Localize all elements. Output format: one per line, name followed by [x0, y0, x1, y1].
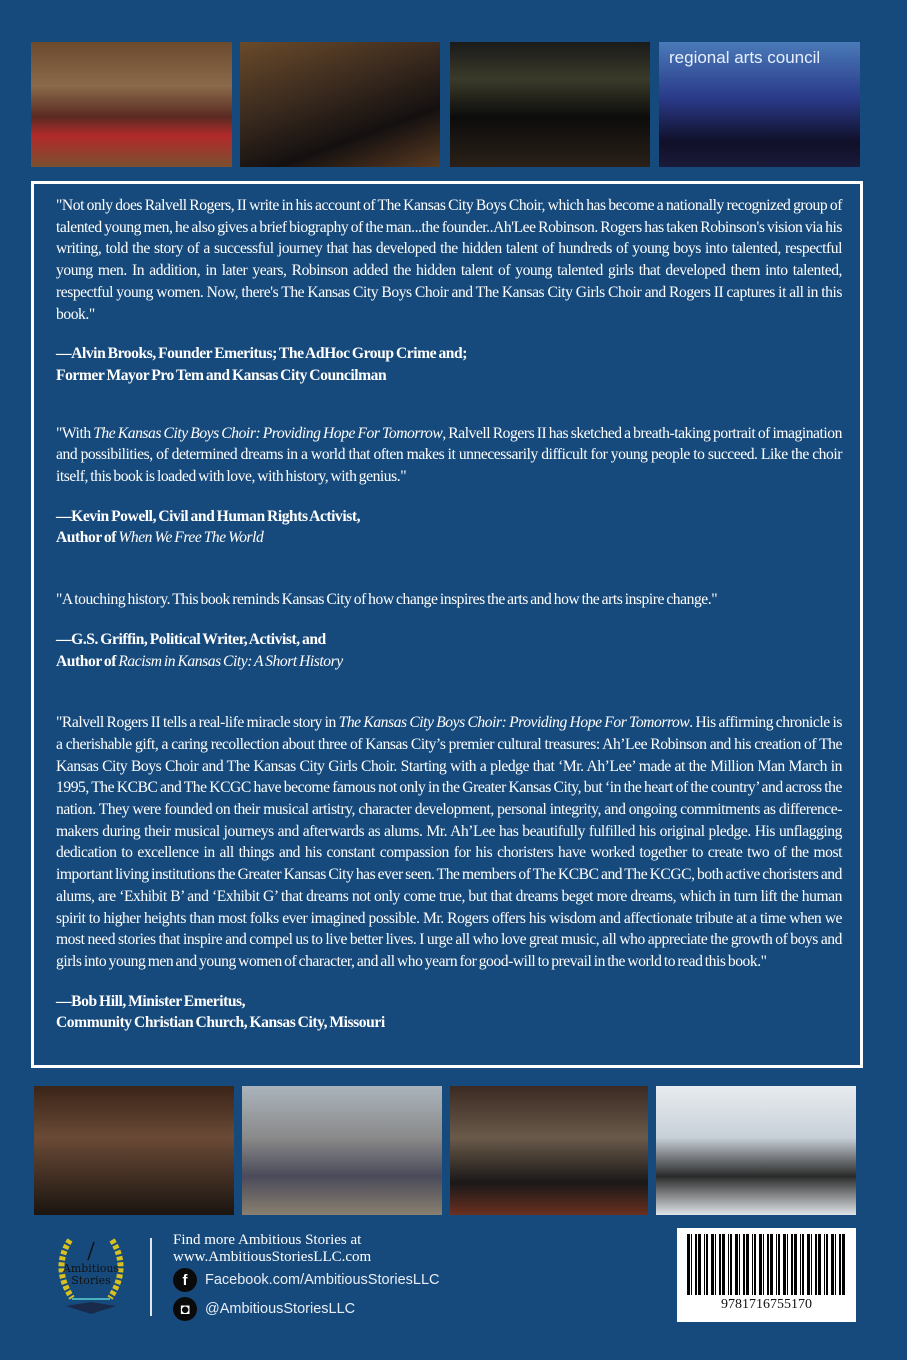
- attribution-segment: Community Christian Church, Kansas City, Missouri: [56, 1014, 385, 1032]
- barcode-bar: [802, 1234, 804, 1295]
- barcode-bar: [770, 1234, 773, 1295]
- boys-choir-stage-photo: [450, 42, 650, 167]
- barcode-bar: [794, 1234, 797, 1295]
- barcode-bar: [783, 1234, 786, 1295]
- barcode-bar: [711, 1234, 714, 1295]
- quote-segment: "Not only does Ralvell Rogers, II write in his account of The Kansas City Boys Choir, which has become a nationally recognized group of talented young men, he also gives a brief biography of the man...the founder..Ah'Lee Robinson. Rogers has taken Robinson's vision via his writing, told the story of a successful journey that has developed the hidden talent of hundreds of young boys into talented, respectful young men. In addition, in later years, Robinson added the hidden talent of young talented girls that developed them into talented, respectful young women. Now, there's The Kansas City Boys Choir and The Kansas City Girls Choir and Rogers II captures it all in this book.": [56, 197, 842, 323]
- quote-attribution: [56, 527, 842, 549]
- barcode-bar: [831, 1234, 834, 1295]
- quote-attribution: [56, 365, 842, 387]
- quotes-panel: [31, 181, 863, 1068]
- book-title: The Kansas City Boys Choir: Providing Hope For Tomorrow: [338, 714, 690, 732]
- barcode-bar: [719, 1234, 721, 1295]
- barcode-bar: [739, 1234, 740, 1295]
- barcode-bar: [835, 1234, 836, 1295]
- svg-text:Stories: Stories: [71, 1274, 111, 1287]
- attribution-segment: Author of: [56, 529, 119, 547]
- quote-attribution: [56, 629, 842, 651]
- barcode-bar: [735, 1234, 738, 1295]
- attribution-segment: —Bob Hill, Minister Emeritus,: [56, 992, 246, 1010]
- barcode-bar: [728, 1234, 729, 1295]
- facebook-link[interactable]: [173, 1268, 440, 1292]
- quote-segment: "A touching history. This book reminds Kansas City of how change inspires the arts and how the arts inspire change.": [56, 591, 718, 609]
- barcode-bar: [787, 1234, 788, 1295]
- barcode-bar: [800, 1234, 801, 1295]
- quote-attribution: [56, 1012, 842, 1034]
- quote-attribution: [56, 651, 842, 673]
- find-more-text: Find more Ambitious Stories at: [173, 1232, 362, 1248]
- barcode-bar: [826, 1234, 828, 1295]
- attribution-segment: —Alvin Brooks, Founder Emeritus; The AdHoc Group Crime and;: [56, 345, 467, 363]
- instagram-link[interactable]: [173, 1297, 355, 1321]
- barcode-bar: [722, 1234, 725, 1295]
- barcode-bar: [754, 1234, 756, 1295]
- attribution-segment: Author of: [56, 652, 119, 670]
- barcode-bar: [807, 1234, 810, 1295]
- barcode-bar: [818, 1234, 821, 1295]
- attribution-segment: —G.S. Griffin, Political Writer, Activist, and: [56, 630, 326, 648]
- facebook-label: Facebook.com/AmbitiousStoriesLLC: [205, 1272, 440, 1288]
- quote-segment: "Ralvell Rogers II tells a real-life miracle story in: [56, 714, 339, 732]
- choir-church-photo: [31, 42, 232, 167]
- barcode-bar: [778, 1234, 780, 1295]
- barcode-bar: [824, 1234, 825, 1295]
- quotes-list: [56, 195, 842, 1034]
- quote-text: [56, 423, 842, 488]
- barcode-bar: [791, 1234, 793, 1295]
- barcode-bar: [687, 1234, 690, 1295]
- girls-choir-photo: [240, 42, 440, 167]
- barcode-bar: [811, 1234, 812, 1295]
- barcode-bar: [759, 1234, 762, 1295]
- footer-divider: [150, 1238, 152, 1316]
- choir-performance-photo: [450, 1086, 648, 1215]
- quote-segment: . His affirming chronicle is a cherishable gift, a caring recollection about three of Kansas City’s premier cultural treasures: Ah’Lee Robinson and his creation of The Kansas City Boys Choir and The Kansas City Girls Choir. Starting with a pledge that ‘Mr. Ah’Lee’ made at the Million Man March in 1995, The KCBC and The KCGC have become famous not only in the Greater Kansas City, but ‘in the heart of the country’ and across the nation. They were founded on their musical artistry, character development, personal integrity, and ongoing commitments as difference-makers during their musical journeys and afterwards as alums. Mr. Ah’Lee has beautifully fulfilled his original pledge. His unflagging dedication to excellence in all things and his constant compassion for his choristers have worked together to create two of the most important living institutions the Greater Kansas City has ever seen. The members of The KCBC and The KCGC, both active choristers and alums, are ‘Exhibit B’ and ‘Exhibit G’ that dreams not only come true, but that dreams beget more dreams, which in turn lift the human spirit to higher heights than most folks ever imagined possible. Mr. Rogers offers his wisdom and affectionate tribute at a time when we most need stories that inspire and compel us to live better lives. I urge all who love great music, all who appreciate the growth of boys and girls into young men and young women of character, and all who yearn for good-will to prevail in the world to read this book.": [56, 714, 842, 970]
- barcode-bar: [815, 1234, 817, 1295]
- photo-caption: regional arts council: [669, 48, 821, 67]
- quote-text: [56, 589, 842, 611]
- book-title: Racism in Kansas City: A Short History: [118, 652, 343, 670]
- barcode-bar: [839, 1234, 841, 1295]
- quote-segment: "With: [56, 424, 94, 442]
- barcode-bar: [767, 1234, 769, 1295]
- quote-attribution: [56, 343, 842, 365]
- choir-singing-photo: [656, 1086, 856, 1215]
- facebook-icon: f: [173, 1268, 197, 1292]
- barcode-bar: [752, 1234, 753, 1295]
- quote-segment: , Ralvell Rogers II has sketched a breath-taking portrait of imagination and possibilities, of determined dreams in a world that often makes it unnecessarily difficult for young people to succeed. Like the choir itself, this book is loaded with love, with history, with genius.": [56, 424, 842, 486]
- barcode-bar: [763, 1234, 764, 1295]
- barcode-bar: [695, 1234, 697, 1295]
- quote-attribution: [56, 506, 842, 528]
- choir-trip-group-photo: [242, 1086, 442, 1215]
- ambitious-stories-logo: [48, 1232, 134, 1316]
- barcode-bar: [776, 1234, 777, 1295]
- barcode-bar: [842, 1234, 845, 1295]
- isbn-number: 9781716755170: [721, 1297, 812, 1312]
- book-title: When We Free The World: [118, 529, 264, 547]
- book-title: The Kansas City Boys Choir: Providing Hope For Tomorrow: [93, 424, 443, 442]
- website-link[interactable]: www.AmbitiousStoriesLLC.com: [173, 1249, 372, 1265]
- barcode-bar: [704, 1234, 705, 1295]
- instagram-icon: ◘: [173, 1297, 197, 1321]
- barcode-bar: [698, 1234, 701, 1295]
- svg-text:Ambitious: Ambitious: [62, 1262, 120, 1275]
- regional-arts-council-photo: [659, 42, 860, 167]
- barcode-bars: [687, 1234, 845, 1295]
- quote-text: [56, 712, 842, 972]
- choir-boys-group-photo: [34, 1086, 234, 1215]
- barcode-bar: [706, 1234, 708, 1295]
- instagram-label: @AmbitiousStoriesLLC: [205, 1301, 356, 1317]
- attribution-segment: —Kevin Powell, Civil and Human Rights Activist,: [56, 507, 361, 525]
- quote-attribution: [56, 991, 842, 1013]
- isbn-barcode: [677, 1228, 856, 1322]
- attribution-segment: Former Mayor Pro Tem and Kansas City Councilman: [56, 366, 387, 384]
- barcode-bar: [691, 1234, 692, 1295]
- barcode-bar: [743, 1234, 745, 1295]
- barcode-bar: [730, 1234, 732, 1295]
- barcode-bar: [715, 1234, 716, 1295]
- barcode-bar: [746, 1234, 749, 1295]
- quote-text: [56, 195, 842, 325]
